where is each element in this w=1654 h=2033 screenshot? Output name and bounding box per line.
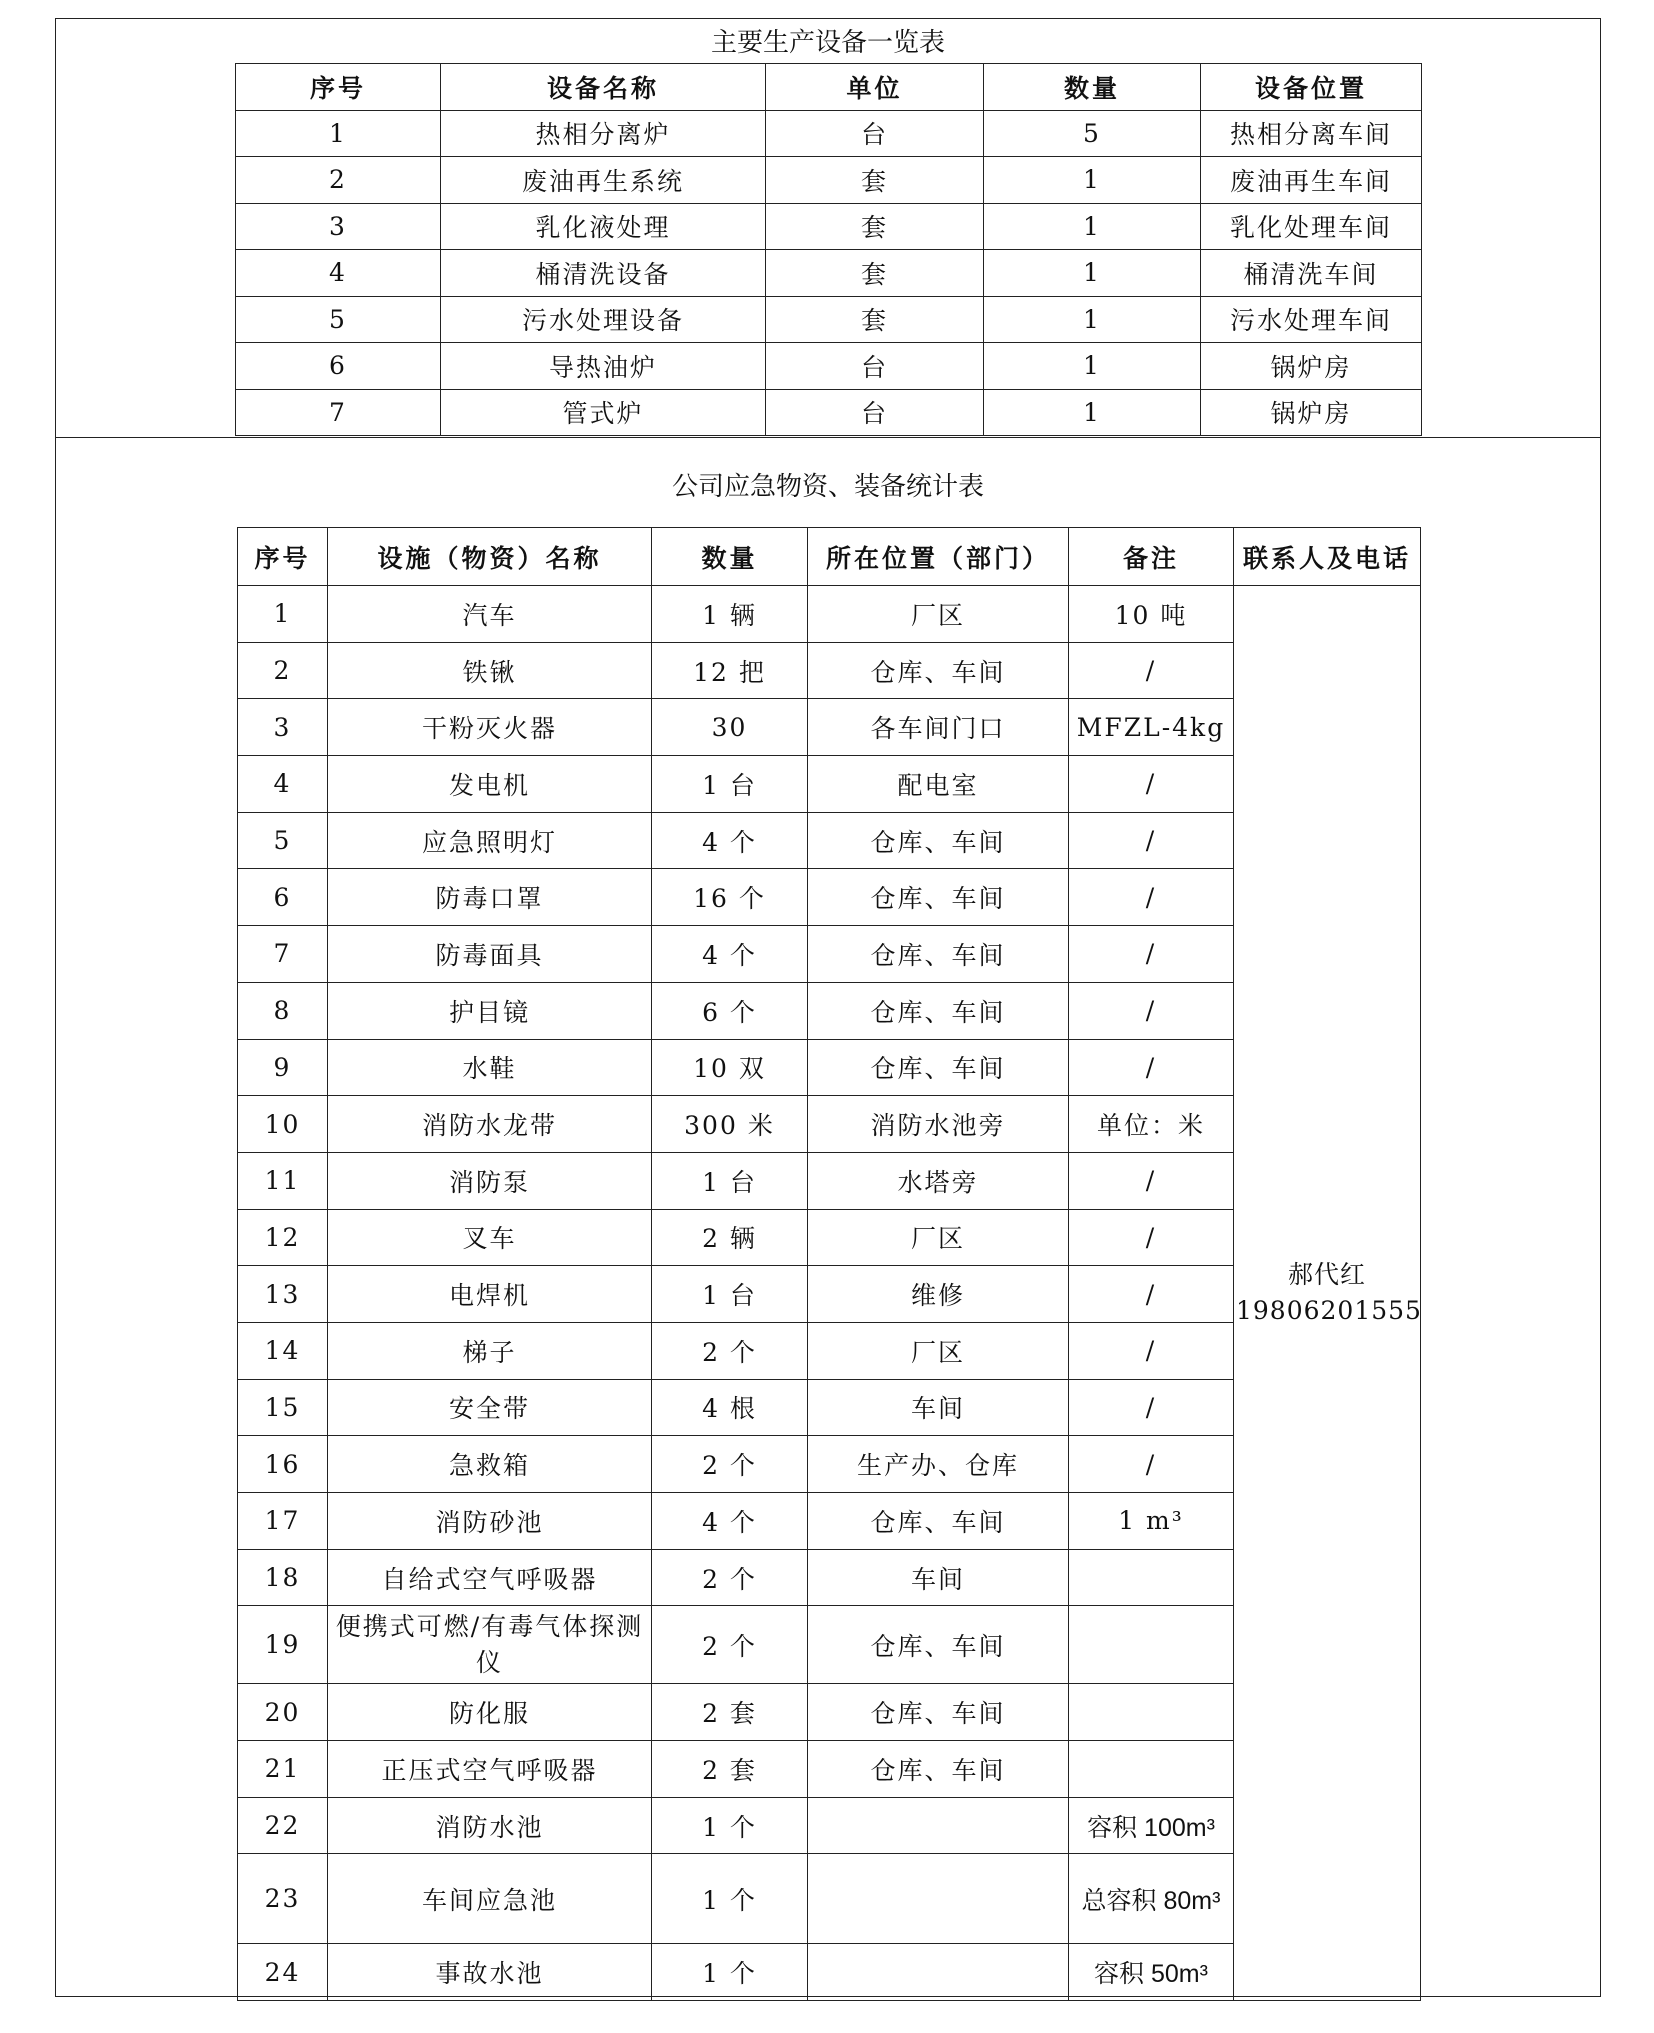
- emergency-header-row: [238, 528, 1421, 586]
- table-cell: 电焊机: [328, 1266, 652, 1323]
- table-cell: /: [1069, 812, 1234, 869]
- table-cell: 消防水池: [328, 1797, 652, 1854]
- table-cell: 2: [236, 157, 441, 204]
- table-cell: 1 辆: [652, 586, 808, 643]
- equipment-table-title: 主要生产设备一览表: [710, 28, 945, 58]
- table-cell: 19: [238, 1606, 328, 1684]
- table-cell: 10 双: [652, 1039, 808, 1096]
- table-cell: 12: [238, 1209, 328, 1266]
- table-cell: 仓库、车间: [808, 1493, 1069, 1550]
- emergency-supplies-table: [237, 527, 1421, 2001]
- table-cell: 急救箱: [328, 1436, 652, 1493]
- table-cell: 管式炉: [441, 389, 766, 436]
- table-cell: 18: [238, 1549, 328, 1606]
- table-cell: 24: [238, 1944, 328, 2001]
- table-cell: 16 个: [652, 869, 808, 926]
- table-cell: 台: [766, 110, 984, 157]
- table-cell: 各车间门口: [808, 699, 1069, 756]
- table-cell: 台: [766, 389, 984, 436]
- header-cell: 设备名称: [441, 64, 766, 111]
- table-cell: 10: [238, 1096, 328, 1153]
- table-cell: 仓库、车间: [808, 926, 1069, 983]
- table-cell: 自给式空气呼吸器: [328, 1549, 652, 1606]
- table-cell: 厂区: [808, 586, 1069, 643]
- table-cell: 1: [984, 250, 1201, 297]
- table-cell: 2 个: [652, 1549, 808, 1606]
- table-cell: 铁锹: [328, 642, 652, 699]
- table-cell: 单位：米: [1069, 1096, 1234, 1153]
- table-cell: 3: [236, 203, 441, 250]
- table-cell: 12 把: [652, 642, 808, 699]
- contact-name: 郝代红: [1287, 1260, 1366, 1290]
- table-cell: [808, 1944, 1069, 2001]
- table-cell: 1: [238, 586, 328, 643]
- table-cell: 仓库、车间: [808, 869, 1069, 926]
- table-cell: 水塔旁: [808, 1152, 1069, 1209]
- table-cell: 7: [238, 926, 328, 983]
- header-cell: 设备位置: [1201, 64, 1422, 111]
- table-cell: 300 米: [652, 1096, 808, 1153]
- table-cell: 事故水池: [328, 1944, 652, 2001]
- table-cell: 车间: [808, 1379, 1069, 1436]
- table-cell: 23: [238, 1854, 328, 1944]
- table-cell: 车间应急池: [328, 1854, 652, 1944]
- table-cell: 4 根: [652, 1379, 808, 1436]
- table-cell: 便携式可燃/有毒气体探测仪: [328, 1606, 652, 1684]
- table-cell: 汽车: [328, 586, 652, 643]
- table-cell: 6 个: [652, 982, 808, 1039]
- table-cell: 厂区: [808, 1322, 1069, 1379]
- table-cell: 防毒口罩: [328, 869, 652, 926]
- table-cell: 1: [984, 389, 1201, 436]
- table-cell: 乳化液处理: [441, 203, 766, 250]
- table-cell: 台: [766, 343, 984, 390]
- table-cell: 3: [238, 699, 328, 756]
- table-cell: 仓库、车间: [808, 642, 1069, 699]
- table-cell: 套: [766, 203, 984, 250]
- table-cell: 1 台: [652, 1152, 808, 1209]
- table-cell: 4 个: [652, 1493, 808, 1550]
- table-cell: 干粉灭火器: [328, 699, 652, 756]
- table-row: [236, 296, 1422, 343]
- table-cell: 10 吨: [1069, 586, 1234, 643]
- table-cell: 生产办、仓库: [808, 1436, 1069, 1493]
- table-cell: 1 个: [652, 1854, 808, 1944]
- table-cell: 22: [238, 1797, 328, 1854]
- table-cell: /: [1069, 1436, 1234, 1493]
- contact-cell: [1234, 586, 1421, 2001]
- table-cell: 仓库、车间: [808, 982, 1069, 1039]
- table-cell: 仓库、车间: [808, 1606, 1069, 1684]
- table-cell: /: [1069, 869, 1234, 926]
- table-cell: 5: [984, 110, 1201, 157]
- table-cell: /: [1069, 926, 1234, 983]
- table-row: [236, 343, 1422, 390]
- table-cell: 4: [238, 756, 328, 813]
- table-cell: 厂区: [808, 1209, 1069, 1266]
- table-cell: 2 个: [652, 1322, 808, 1379]
- table-cell: 总容积 80m³: [1069, 1854, 1234, 1944]
- table-cell: [1069, 1606, 1234, 1684]
- table-cell: 30: [652, 699, 808, 756]
- table-cell: 热相分离车间: [1201, 110, 1422, 157]
- table-cell: /: [1069, 1209, 1234, 1266]
- table-cell: 废油再生车间: [1201, 157, 1422, 204]
- table-cell: 1: [984, 203, 1201, 250]
- table-cell: 正压式空气呼吸器: [328, 1741, 652, 1798]
- emergency-table-title: 公司应急物资、装备统计表: [671, 472, 984, 502]
- table-cell: 1: [984, 296, 1201, 343]
- section-divider: [55, 437, 1601, 438]
- table-cell: 2: [238, 642, 328, 699]
- header-cell: 序号: [236, 64, 441, 111]
- table-cell: 1 台: [652, 1266, 808, 1323]
- table-cell: 15: [238, 1379, 328, 1436]
- table-cell: 防化服: [328, 1684, 652, 1741]
- header-cell: 设施（物资）名称: [328, 528, 652, 586]
- table-cell: 车间: [808, 1549, 1069, 1606]
- table-cell: 应急照明灯: [328, 812, 652, 869]
- table-cell: /: [1069, 1266, 1234, 1323]
- table-cell: 9: [238, 1039, 328, 1096]
- table-cell: 1 个: [652, 1797, 808, 1854]
- table-cell: [808, 1854, 1069, 1944]
- table-row: [238, 586, 1421, 643]
- table-cell: 发电机: [328, 756, 652, 813]
- table-cell: 11: [238, 1152, 328, 1209]
- table-cell: 1 个: [652, 1944, 808, 2001]
- table-cell: 1: [984, 157, 1201, 204]
- table-cell: 6: [238, 869, 328, 926]
- table-cell: 16: [238, 1436, 328, 1493]
- table-row: [236, 389, 1422, 436]
- table-cell: MFZL-4kg: [1069, 699, 1234, 756]
- table-cell: 废油再生系统: [441, 157, 766, 204]
- table-cell: 容积 100m³: [1069, 1797, 1234, 1854]
- table-cell: 安全带: [328, 1379, 652, 1436]
- table-cell: /: [1069, 1152, 1234, 1209]
- table-cell: 20: [238, 1684, 328, 1741]
- table-cell: 17: [238, 1493, 328, 1550]
- table-cell: 7: [236, 389, 441, 436]
- table-cell: 乳化处理车间: [1201, 203, 1422, 250]
- table-cell: 导热油炉: [441, 343, 766, 390]
- contact-phone: 19806201555: [1236, 1296, 1422, 1326]
- table-cell: 1 m³: [1069, 1493, 1234, 1550]
- table-cell: 防毒面具: [328, 926, 652, 983]
- table-cell: 1 台: [652, 756, 808, 813]
- table-cell: 维修: [808, 1266, 1069, 1323]
- table-cell: 5: [238, 812, 328, 869]
- table-cell: 1: [984, 343, 1201, 390]
- table-cell: 叉车: [328, 1209, 652, 1266]
- table-cell: 仓库、车间: [808, 812, 1069, 869]
- table-cell: /: [1069, 982, 1234, 1039]
- table-cell: 2 个: [652, 1606, 808, 1684]
- table-cell: 容积 50m³: [1069, 1944, 1234, 2001]
- table-cell: 2 套: [652, 1684, 808, 1741]
- table-cell: 5: [236, 296, 441, 343]
- table-cell: /: [1069, 1322, 1234, 1379]
- table-cell: 套: [766, 250, 984, 297]
- header-cell: 数量: [984, 64, 1201, 111]
- header-cell: 备注: [1069, 528, 1234, 586]
- table-row: [236, 157, 1422, 204]
- header-cell: 联系人及电话: [1234, 528, 1421, 586]
- table-cell: 桶清洗设备: [441, 250, 766, 297]
- table-cell: 消防水龙带: [328, 1096, 652, 1153]
- header-cell: 所在位置（部门）: [808, 528, 1069, 586]
- table-cell: 仓库、车间: [808, 1741, 1069, 1798]
- table-cell: /: [1069, 1039, 1234, 1096]
- equipment-table: [235, 63, 1422, 436]
- table-cell: 梯子: [328, 1322, 652, 1379]
- table-cell: 2 套: [652, 1741, 808, 1798]
- table-cell: 2 个: [652, 1436, 808, 1493]
- table-cell: 4 个: [652, 926, 808, 983]
- table-cell: 21: [238, 1741, 328, 1798]
- table-cell: [1069, 1741, 1234, 1798]
- table-cell: 污水处理车间: [1201, 296, 1422, 343]
- table-cell: [1069, 1549, 1234, 1606]
- table-cell: 消防泵: [328, 1152, 652, 1209]
- equipment-header-row: [236, 64, 1422, 111]
- table-cell: /: [1069, 642, 1234, 699]
- header-cell: 序号: [238, 528, 328, 586]
- table-cell: 消防水池旁: [808, 1096, 1069, 1153]
- table-cell: 1: [236, 110, 441, 157]
- table-cell: 锅炉房: [1201, 389, 1422, 436]
- table-cell: 4: [236, 250, 441, 297]
- table-cell: 套: [766, 157, 984, 204]
- table-cell: 热相分离炉: [441, 110, 766, 157]
- header-cell: 单位: [766, 64, 984, 111]
- table-cell: 4 个: [652, 812, 808, 869]
- table-cell: 桶清洗车间: [1201, 250, 1422, 297]
- table-cell: 套: [766, 296, 984, 343]
- table-cell: 仓库、车间: [808, 1684, 1069, 1741]
- table-cell: /: [1069, 1379, 1234, 1436]
- header-cell: 数量: [652, 528, 808, 586]
- table-row: [236, 203, 1422, 250]
- table-cell: [1069, 1684, 1234, 1741]
- table-cell: 水鞋: [328, 1039, 652, 1096]
- table-cell: 13: [238, 1266, 328, 1323]
- table-cell: 8: [238, 982, 328, 1039]
- table-row: [236, 250, 1422, 297]
- table-cell: 14: [238, 1322, 328, 1379]
- table-cell: 6: [236, 343, 441, 390]
- table-cell: 锅炉房: [1201, 343, 1422, 390]
- table-cell: 仓库、车间: [808, 1039, 1069, 1096]
- table-cell: 配电室: [808, 756, 1069, 813]
- table-cell: 护目镜: [328, 982, 652, 1039]
- table-row: [236, 110, 1422, 157]
- table-cell: 消防砂池: [328, 1493, 652, 1550]
- table-cell: 2 辆: [652, 1209, 808, 1266]
- table-cell: /: [1069, 756, 1234, 813]
- table-cell: 污水处理设备: [441, 296, 766, 343]
- table-cell: [808, 1797, 1069, 1854]
